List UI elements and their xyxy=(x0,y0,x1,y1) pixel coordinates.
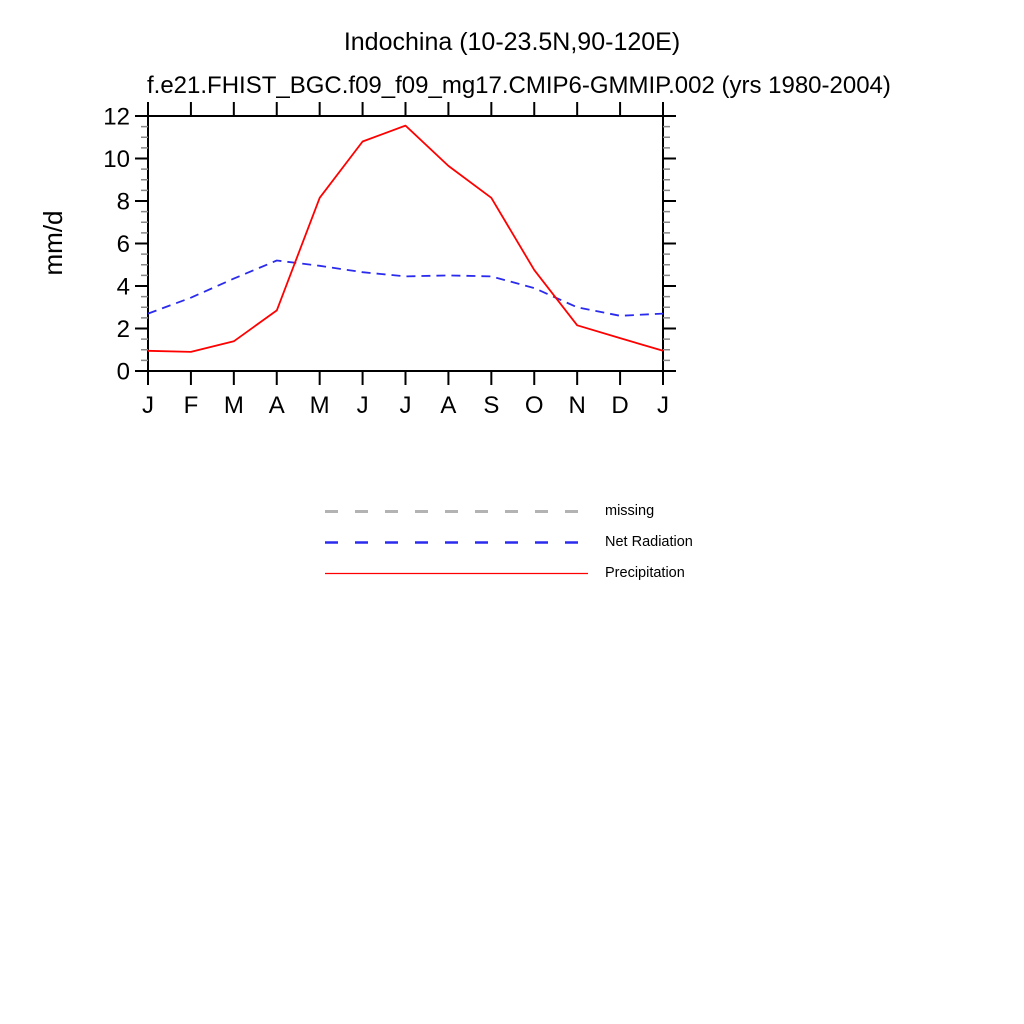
x-axis-month-label: N xyxy=(568,392,586,419)
x-axis-month-label: A xyxy=(268,392,285,419)
y-axis-tick-label: 10 xyxy=(103,146,130,173)
x-axis-month-label: M xyxy=(223,392,244,419)
plot-frame xyxy=(148,116,663,371)
legend xyxy=(325,499,745,589)
legend-item-missing xyxy=(325,504,654,518)
y-axis-tick-label: 12 xyxy=(103,103,130,131)
y-axis-unit-label: mm/d xyxy=(38,210,68,276)
y-axis-tick-label: 8 xyxy=(116,188,130,216)
y-axis-tick-label: 2 xyxy=(116,316,130,343)
x-axis-month-label: J xyxy=(399,392,412,419)
x-axis-month-label: J xyxy=(657,392,669,419)
x-axis-month-label: M xyxy=(309,392,330,419)
missing-legend-line xyxy=(325,508,588,515)
legend-label: missing xyxy=(605,503,655,519)
x-axis-month-label: J xyxy=(142,392,154,419)
y-axis-tick-label: 0 xyxy=(116,358,130,386)
precipitation-line xyxy=(148,126,663,352)
precipitation-legend-line xyxy=(325,570,588,577)
x-axis-month-label: A xyxy=(440,392,457,419)
y-axis-tick-label: 4 xyxy=(116,273,130,301)
y-axis-tick-label: 6 xyxy=(116,231,130,258)
x-axis-month-label: F xyxy=(183,392,199,419)
legend-label: Precipitation xyxy=(605,565,685,581)
net-radiation-line xyxy=(148,261,663,316)
legend-item-net-radiation xyxy=(325,535,693,549)
line-chart-svg xyxy=(0,0,1024,470)
x-axis-month-label: J xyxy=(356,392,369,419)
x-axis-month-label: D xyxy=(611,392,629,419)
legend-item-precipitation xyxy=(325,566,685,580)
legend-label: Net Radiation xyxy=(605,534,693,550)
chart-subtitle: f.e21.FHIST_BGC.f09_f09_mg17.CMIP6-GMMIP.002 (yrs 1980-2004) xyxy=(147,72,891,99)
x-axis-month-label: S xyxy=(483,392,500,419)
x-axis-month-label: O xyxy=(524,392,544,419)
net-radiation-legend-line xyxy=(325,539,588,546)
chart-title: Indochina (10-23.5N,90-120E) xyxy=(343,28,681,56)
